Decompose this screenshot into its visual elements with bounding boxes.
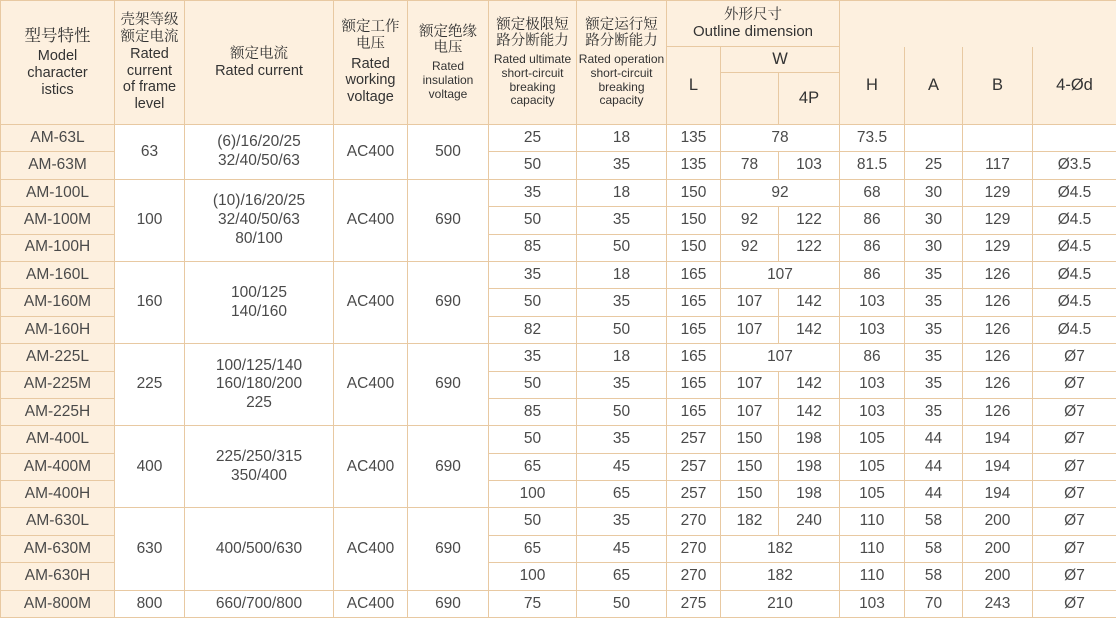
cell-W: 182: [721, 563, 840, 590]
cell-B: 194: [963, 481, 1033, 508]
rated-current-line: (6)/16/20/25: [217, 133, 301, 151]
header-ultimate-en-2: short-circuit: [501, 65, 564, 80]
rated-current-line: 400/500/630: [215, 539, 303, 557]
header-working-voltage: [334, 1, 408, 125]
cell-L: 165: [667, 261, 721, 288]
cell-W-4P: 198: [779, 481, 840, 508]
cell-ultimate: 82: [489, 316, 577, 343]
cell-W: 78: [721, 125, 840, 152]
cell-frame: 100: [115, 179, 185, 261]
cell-H: 73.5: [840, 125, 905, 152]
header-W: W: [721, 47, 840, 73]
cell-H: 110: [840, 535, 905, 562]
cell-ultimate: 100: [489, 481, 577, 508]
header-working-voltage-en-3: voltage: [347, 89, 394, 105]
header-insulation-voltage-en-2: voltage: [428, 86, 468, 101]
cell-L: 275: [667, 590, 721, 617]
cell-A: 70: [905, 590, 963, 617]
cell-hole: Ø7: [1033, 535, 1116, 562]
cell-ultimate: 65: [489, 535, 577, 562]
cell-H: 110: [840, 508, 905, 535]
cell-model: AM-63M: [1, 152, 115, 179]
cell-ultimate: 50: [489, 508, 577, 535]
cell-model: AM-225M: [1, 371, 115, 398]
cell-model: AM-160M: [1, 289, 115, 316]
cell-ultimate: 25: [489, 125, 577, 152]
header-working-voltage-en-1: Rated: [351, 55, 390, 72]
cell-B: 194: [963, 426, 1033, 453]
cell-W: 107: [721, 371, 779, 398]
table-row: [1, 344, 1116, 371]
cell-A: [905, 125, 963, 152]
header-frame-zh-1: 壳架等级: [120, 12, 179, 29]
header-model-en-2: character: [27, 65, 88, 82]
cell-W-4P: 198: [779, 426, 840, 453]
cell-operation: 50: [577, 590, 667, 617]
cell-model: AM-100M: [1, 207, 115, 234]
cell-operation: 45: [577, 453, 667, 480]
cell-rated-current: [185, 125, 334, 180]
header-frame-en-3: of frame: [122, 79, 177, 96]
cell-rated-current: [185, 508, 334, 590]
cell-B: 126: [963, 261, 1033, 288]
cell-ultimate: 50: [489, 371, 577, 398]
rated-current-line: 80/100: [235, 229, 283, 247]
cell-H: 103: [840, 371, 905, 398]
cell-A: 58: [905, 535, 963, 562]
cell-H: 103: [840, 398, 905, 425]
cell-operation: 35: [577, 371, 667, 398]
cell-ultimate: 50: [489, 289, 577, 316]
cell-model: AM-100H: [1, 234, 115, 261]
cell-L: 270: [667, 508, 721, 535]
cell-operation: 18: [577, 261, 667, 288]
cell-hole: Ø7: [1033, 398, 1116, 425]
cell-ultimate: 35: [489, 179, 577, 206]
cell-model: AM-800M: [1, 590, 115, 617]
cell-L: 165: [667, 289, 721, 316]
cell-L: 257: [667, 426, 721, 453]
cell-insulation-voltage: 690: [408, 426, 489, 508]
cell-model: AM-630M: [1, 535, 115, 562]
cell-rated-current: [185, 261, 334, 343]
cell-W: 107: [721, 316, 779, 343]
cell-hole: Ø7: [1033, 481, 1116, 508]
table-row: [1, 261, 1116, 288]
cell-A: 44: [905, 453, 963, 480]
header-frame: [115, 1, 185, 125]
cell-W: 78: [721, 152, 779, 179]
cell-model: AM-160H: [1, 316, 115, 343]
cell-operation: 18: [577, 179, 667, 206]
header-outline-en: Outline dimension: [692, 23, 814, 41]
header-frame-en-1: Rated: [130, 45, 169, 62]
header-operation-zh-2: 路分断能力: [585, 33, 658, 50]
cell-L: 165: [667, 316, 721, 343]
cell-operation: 35: [577, 152, 667, 179]
cell-W-4P: 142: [779, 398, 840, 425]
cell-W: 107: [721, 398, 779, 425]
cell-hole: Ø7: [1033, 426, 1116, 453]
cell-operation: 45: [577, 535, 667, 562]
cell-L: 165: [667, 371, 721, 398]
rated-current-line: 225/250/315: [215, 448, 303, 466]
cell-H: 86: [840, 207, 905, 234]
cell-hole: Ø4.5: [1033, 234, 1116, 261]
cell-W: 92: [721, 179, 840, 206]
cell-working-voltage: AC400: [334, 344, 408, 426]
cell-W-4P: 103: [779, 152, 840, 179]
cell-B: 117: [963, 152, 1033, 179]
cell-ultimate: 65: [489, 453, 577, 480]
header-L: L: [667, 47, 721, 125]
cell-hole: Ø7: [1033, 590, 1116, 617]
table-row: [1, 508, 1116, 535]
header-frame-zh-2: 额定电流: [120, 29, 179, 46]
cell-operation: 35: [577, 289, 667, 316]
cell-W: 182: [721, 508, 779, 535]
cell-ultimate: 100: [489, 563, 577, 590]
header-H: H: [840, 47, 905, 125]
header-outline-dimension: [667, 1, 840, 47]
cell-hole: Ø4.5: [1033, 207, 1116, 234]
header-operation-breaking: [577, 1, 667, 125]
header-working-voltage-zh-2: 电压: [356, 35, 385, 52]
cell-L: 270: [667, 563, 721, 590]
cell-B: 200: [963, 563, 1033, 590]
cell-W: 92: [721, 207, 779, 234]
cell-B: 194: [963, 453, 1033, 480]
rated-current-line: 225: [246, 394, 272, 411]
cell-W: 92: [721, 234, 779, 261]
cell-operation: 65: [577, 563, 667, 590]
cell-W-4P: 142: [779, 316, 840, 343]
cell-operation: 50: [577, 398, 667, 425]
rated-current-line: 350/400: [230, 466, 288, 484]
cell-ultimate: 35: [489, 344, 577, 371]
header-frame-en-4: level: [134, 95, 165, 112]
cell-H: 110: [840, 563, 905, 590]
table-row: [1, 125, 1116, 152]
cell-W: 107: [721, 289, 779, 316]
cell-A: 30: [905, 179, 963, 206]
cell-hole: Ø3.5: [1033, 152, 1116, 179]
header-operation-zh-1: 额定运行短: [585, 16, 658, 33]
cell-insulation-voltage: 690: [408, 261, 489, 343]
cell-L: 150: [667, 207, 721, 234]
cell-operation: 18: [577, 344, 667, 371]
cell-B: 126: [963, 316, 1033, 343]
cell-A: 35: [905, 371, 963, 398]
cell-model: AM-160L: [1, 261, 115, 288]
cell-hole: Ø7: [1033, 344, 1116, 371]
cell-W-4P: 142: [779, 371, 840, 398]
cell-A: 35: [905, 344, 963, 371]
cell-frame: 160: [115, 261, 185, 343]
cell-hole: Ø4.5: [1033, 289, 1116, 316]
table-row: [1, 590, 1116, 617]
header-B: B: [963, 47, 1033, 125]
header-insulation-voltage-zh-1: 额定绝缘: [419, 23, 477, 40]
cell-W: 150: [721, 453, 779, 480]
cell-B: 129: [963, 179, 1033, 206]
cell-B: 243: [963, 590, 1033, 617]
table-row: [1, 426, 1116, 453]
cell-A: 30: [905, 207, 963, 234]
cell-model: AM-400L: [1, 426, 115, 453]
cell-L: 165: [667, 344, 721, 371]
cell-model: AM-63L: [1, 125, 115, 152]
table-row: [1, 179, 1116, 206]
cell-H: 103: [840, 590, 905, 617]
cell-working-voltage: AC400: [334, 125, 408, 180]
cell-operation: 35: [577, 508, 667, 535]
cell-L: 257: [667, 481, 721, 508]
cell-operation: 50: [577, 234, 667, 261]
header-operation-en-1: Rated operation: [578, 52, 665, 67]
cell-A: 35: [905, 316, 963, 343]
header-insulation-voltage-zh-2: 电压: [433, 40, 463, 57]
header-working-voltage-en-2: working: [345, 72, 396, 89]
cell-hole: Ø7: [1033, 453, 1116, 480]
cell-frame: 800: [115, 590, 185, 617]
cell-insulation-voltage: 500: [408, 125, 489, 180]
header-ultimate-zh-2: 路分断能力: [496, 33, 569, 50]
cell-H: 81.5: [840, 152, 905, 179]
rated-current-line: 32/40/50/63: [218, 211, 300, 229]
cell-H: 68: [840, 179, 905, 206]
cell-hole: Ø7: [1033, 563, 1116, 590]
cell-hole: Ø4.5: [1033, 316, 1116, 343]
cell-H: 86: [840, 234, 905, 261]
cell-W-4P: 198: [779, 453, 840, 480]
header-model: [1, 1, 115, 125]
cell-hole: Ø7: [1033, 371, 1116, 398]
cell-frame: 63: [115, 125, 185, 180]
cell-insulation-voltage: 690: [408, 179, 489, 261]
cell-B: 200: [963, 508, 1033, 535]
cell-operation: 18: [577, 125, 667, 152]
cell-L: 135: [667, 125, 721, 152]
cell-L: 165: [667, 398, 721, 425]
header-ultimate-zh-1: 额定极限短: [496, 16, 569, 33]
cell-model: AM-225H: [1, 398, 115, 425]
header-W-3P: [721, 73, 779, 125]
header-insulation-voltage: [408, 1, 489, 125]
cell-H: 105: [840, 426, 905, 453]
cell-W: 107: [721, 344, 840, 371]
cell-W: 107: [721, 261, 840, 288]
cell-A: 35: [905, 261, 963, 288]
cell-H: 105: [840, 453, 905, 480]
cell-hole: [1033, 125, 1116, 152]
cell-B: 126: [963, 344, 1033, 371]
rated-current-line: 140/160: [230, 302, 288, 320]
cell-A: 44: [905, 481, 963, 508]
cell-frame: 400: [115, 426, 185, 508]
header-frame-en-2: current: [126, 62, 173, 79]
rated-current-line: 100/125/140: [215, 356, 303, 374]
cell-L: 257: [667, 453, 721, 480]
header-insulation-voltage-en-1: Rated insulation: [422, 58, 474, 87]
rated-current-line: 32/40/50/63: [218, 151, 300, 169]
cell-rated-current: [185, 590, 334, 617]
cell-model: AM-630L: [1, 508, 115, 535]
cell-H: 103: [840, 316, 905, 343]
cell-frame: 225: [115, 344, 185, 426]
cell-rated-current: [185, 426, 334, 508]
cell-model: AM-100L: [1, 179, 115, 206]
cell-W: 150: [721, 426, 779, 453]
header-ultimate-en-3: breaking capacity: [509, 79, 556, 108]
cell-ultimate: 50: [489, 207, 577, 234]
cell-A: 35: [905, 289, 963, 316]
cell-B: 126: [963, 289, 1033, 316]
cell-L: 270: [667, 535, 721, 562]
cell-ultimate: 85: [489, 234, 577, 261]
header-rated-current: [185, 1, 334, 125]
header-model-en-3: istics: [41, 81, 74, 98]
cell-rated-current: [185, 179, 334, 261]
cell-H: 86: [840, 261, 905, 288]
header-operation-en-2: short-circuit: [590, 65, 653, 80]
cell-B: [963, 125, 1033, 152]
header-W-4P: 4P: [779, 73, 840, 125]
cell-working-voltage: AC400: [334, 590, 408, 617]
header-A: A: [905, 47, 963, 125]
header-ultimate-en-1: Rated ultimate: [493, 52, 572, 67]
cell-B: 126: [963, 371, 1033, 398]
header-ultimate-breaking: [489, 1, 577, 125]
cell-working-voltage: AC400: [334, 508, 408, 590]
header-outline-zh: 外形尺寸: [724, 6, 782, 23]
cell-A: 25: [905, 152, 963, 179]
cell-H: 103: [840, 289, 905, 316]
header-rated-current-zh: 额定电流: [230, 45, 288, 62]
rated-current-line: 660/700/800: [215, 594, 303, 612]
cell-frame: 630: [115, 508, 185, 590]
cell-operation: 50: [577, 316, 667, 343]
cell-W: 210: [721, 590, 840, 617]
cell-W-4P: 122: [779, 207, 840, 234]
cell-ultimate: 35: [489, 261, 577, 288]
header-working-voltage-zh-1: 额定工作: [341, 19, 400, 36]
cell-L: 135: [667, 152, 721, 179]
cell-B: 129: [963, 207, 1033, 234]
cell-H: 105: [840, 481, 905, 508]
cell-B: 129: [963, 234, 1033, 261]
header-model-zh: 型号特性: [24, 26, 91, 45]
header-rated-current-en: Rated current: [215, 62, 303, 79]
cell-A: 58: [905, 563, 963, 590]
cell-W-4P: 142: [779, 289, 840, 316]
rated-current-line: 160/180/200: [215, 375, 303, 393]
cell-working-voltage: AC400: [334, 179, 408, 261]
cell-A: 44: [905, 426, 963, 453]
cell-W-4P: 240: [779, 508, 840, 535]
cell-model: AM-225L: [1, 344, 115, 371]
cell-B: 200: [963, 535, 1033, 562]
cell-W: 182: [721, 535, 840, 562]
cell-operation: 35: [577, 207, 667, 234]
cell-model: AM-400H: [1, 481, 115, 508]
cell-insulation-voltage: 690: [408, 590, 489, 617]
cell-hole: Ø7: [1033, 508, 1116, 535]
cell-hole: Ø4.5: [1033, 261, 1116, 288]
cell-operation: 65: [577, 481, 667, 508]
rated-current-line: 100/125: [230, 283, 288, 301]
cell-working-voltage: AC400: [334, 261, 408, 343]
cell-B: 126: [963, 398, 1033, 425]
cell-insulation-voltage: 690: [408, 508, 489, 590]
rated-current-line: (10)/16/20/25: [212, 192, 306, 210]
cell-L: 150: [667, 179, 721, 206]
cell-W-4P: 122: [779, 234, 840, 261]
cell-L: 150: [667, 234, 721, 261]
header-outline-spacer: [840, 1, 1116, 47]
cell-A: 35: [905, 398, 963, 425]
cell-ultimate: 50: [489, 426, 577, 453]
cell-operation: 35: [577, 426, 667, 453]
cell-rated-current: [185, 344, 334, 426]
cell-W: 150: [721, 481, 779, 508]
cell-A: 58: [905, 508, 963, 535]
cell-model: AM-630H: [1, 563, 115, 590]
header-operation-en-3: breaking capacity: [598, 79, 645, 108]
cell-model: AM-400M: [1, 453, 115, 480]
cell-H: 86: [840, 344, 905, 371]
cell-ultimate: 75: [489, 590, 577, 617]
header-hole: 4-Ød: [1033, 47, 1116, 125]
cell-ultimate: 50: [489, 152, 577, 179]
table-header: [1, 1, 1116, 125]
cell-A: 30: [905, 234, 963, 261]
cell-ultimate: 85: [489, 398, 577, 425]
header-model-en-1: Model: [37, 48, 78, 65]
cell-hole: Ø4.5: [1033, 179, 1116, 206]
cell-working-voltage: AC400: [334, 426, 408, 508]
cell-insulation-voltage: 690: [408, 344, 489, 426]
table-body: [1, 125, 1116, 618]
